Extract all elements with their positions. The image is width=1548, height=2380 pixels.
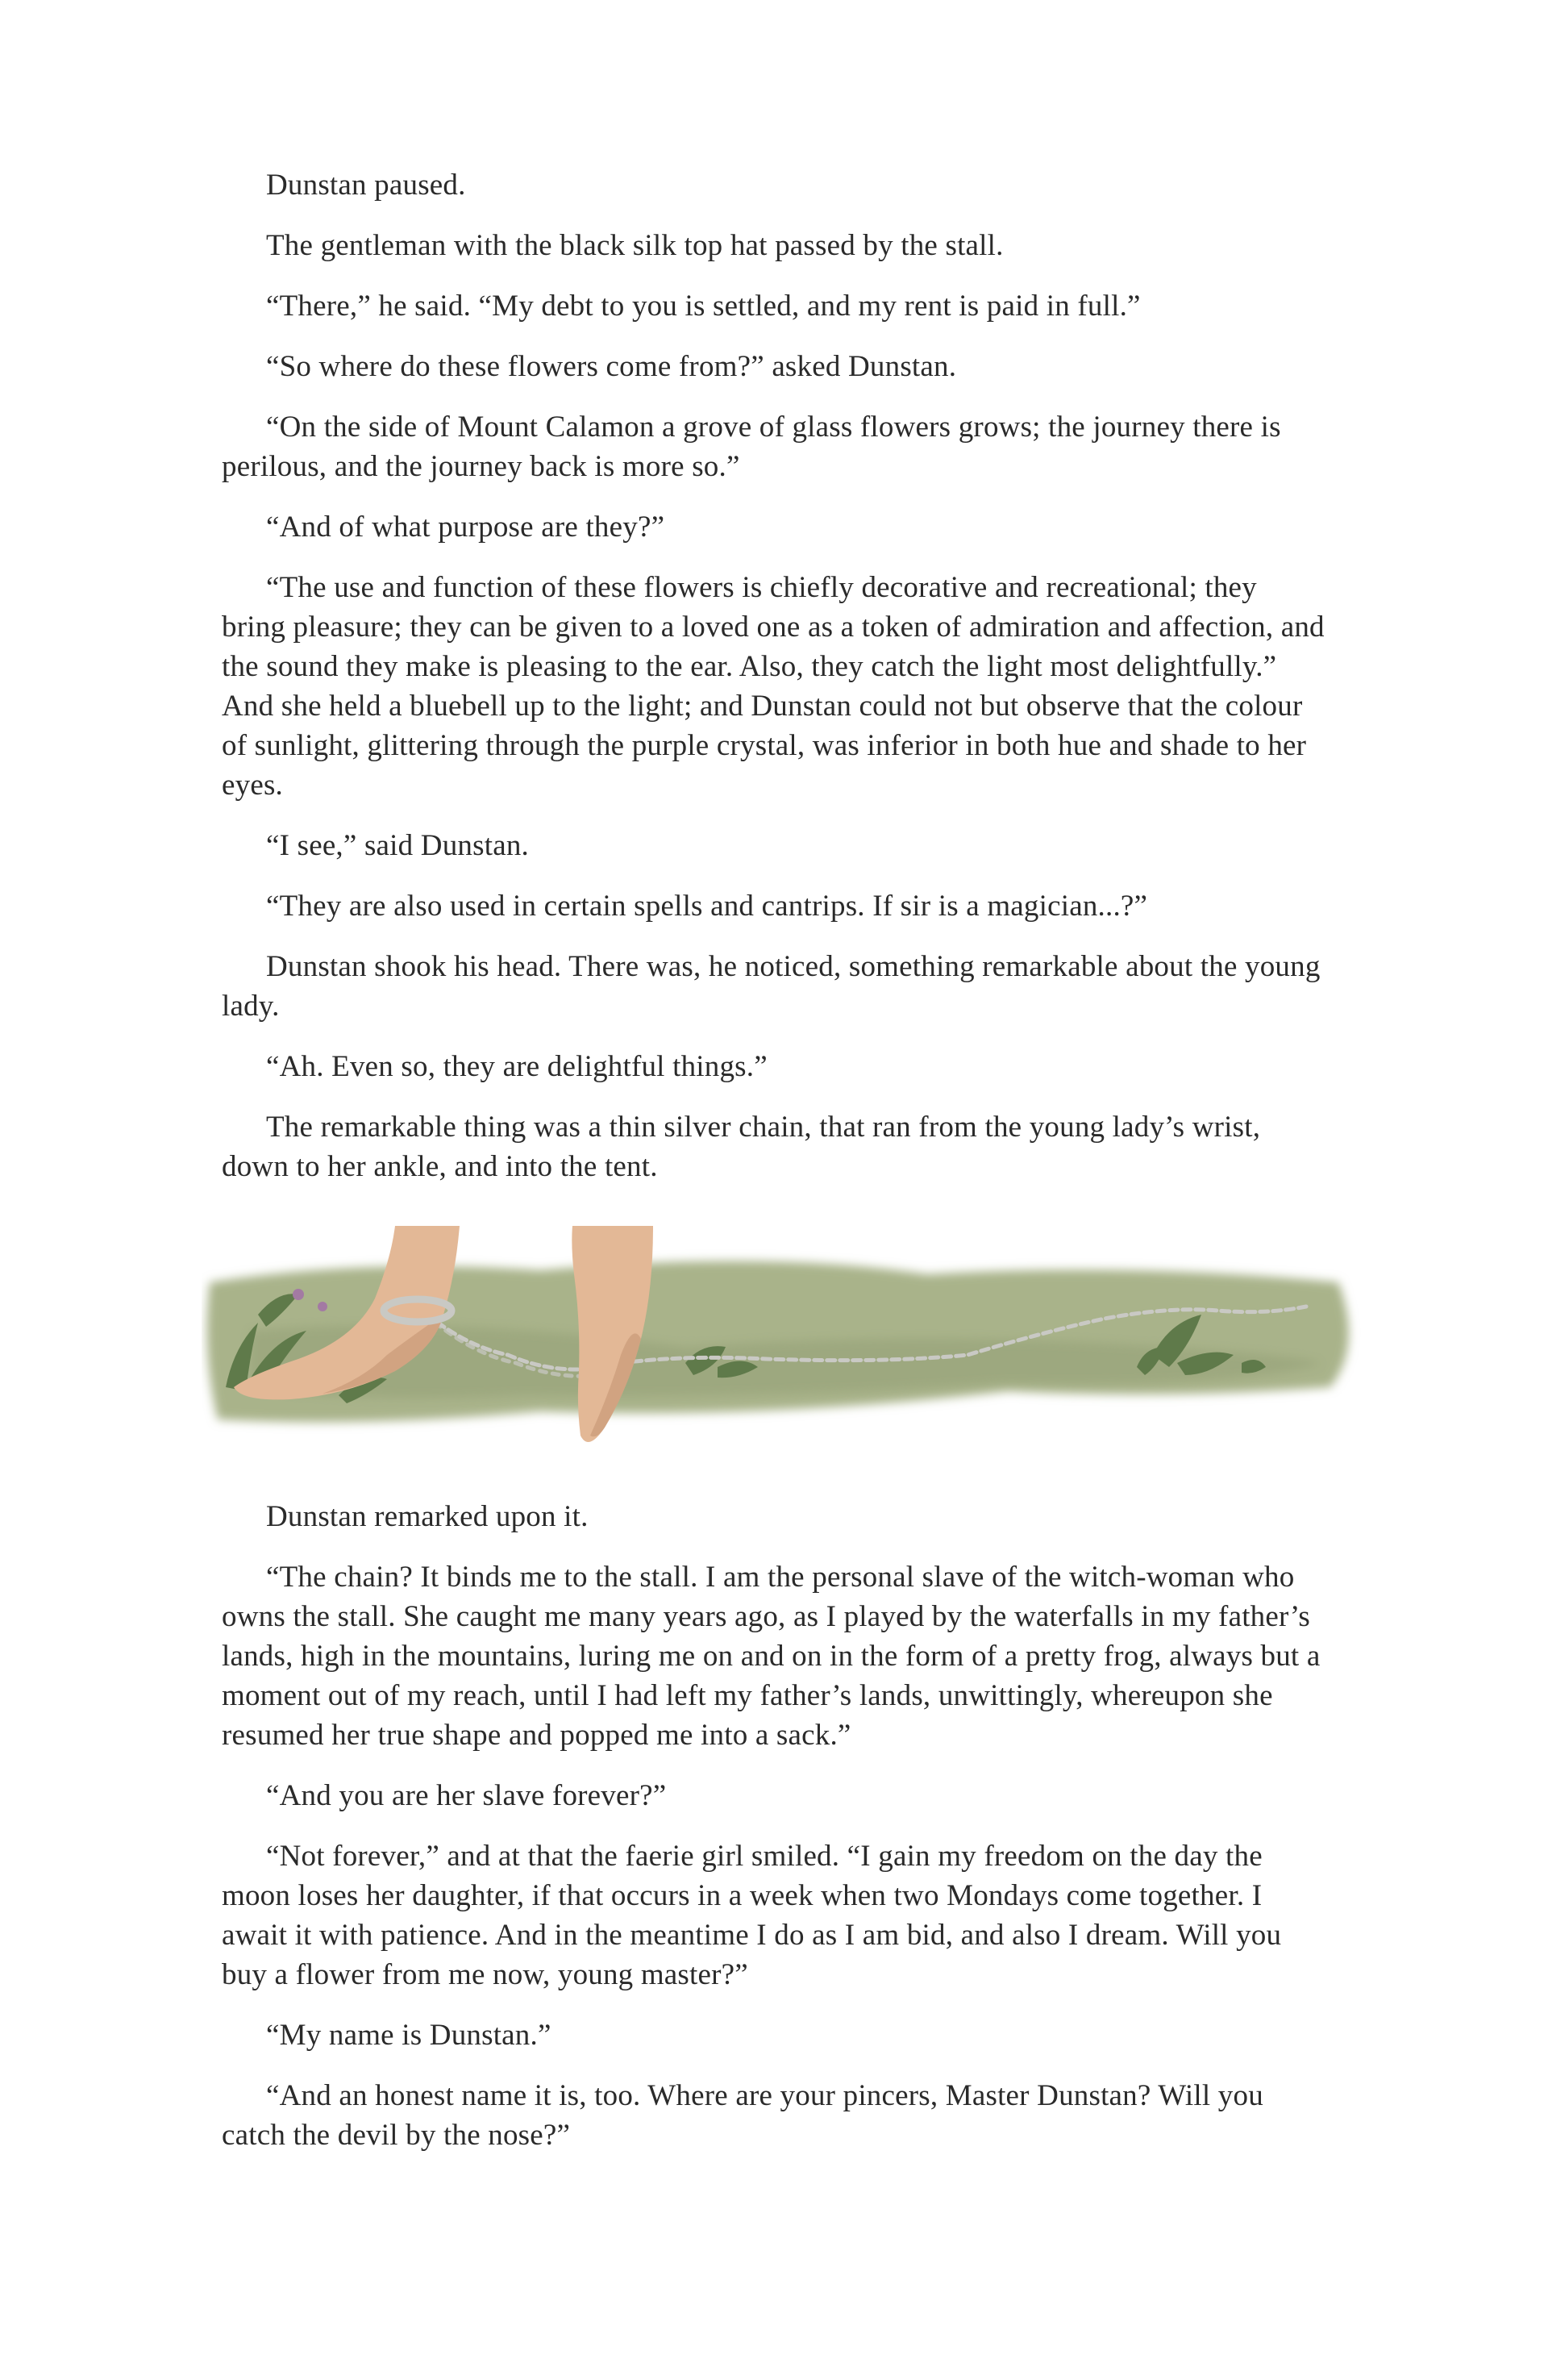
paragraph: “And you are her slave forever?”	[266, 1779, 667, 1812]
paragraph: “Ah. Even so, they are delightful things.”	[266, 1050, 768, 1083]
illustration-svg	[202, 1226, 1363, 1468]
paragraph: “The chain? It binds me to the stall. I am the personal slave of the witch-woman who owns the stall. She caught me many years ago, as I played by the waterfalls in my father’s lands, high in the mountains, luring me on and on in the form of a pretty frog, always but a moment out of my reach, until I had left my father’s lands, unwittingly, whereupon she resumed her true shape and popped me into a sack.”	[222, 1561, 1321, 1752]
paragraph: “The use and function of these flowers is chiefly decorative and recreational; they bring pleasure; they can be given to a loved one as a token of admiration and affection, and the sound they make is pleasing to the ear. Also, they catch the light most delightfully.” And she held a bluebell up to the light; and Dunstan could not but observe that the colour of sunlight, glittering through the purple crystal, was inferior in both hue and shade to her eyes.	[222, 571, 1325, 802]
text-block-top	[222, 165, 1326, 1207]
paragraph: “I see,” said Dunstan.	[266, 829, 529, 862]
chained-ankle-illustration	[202, 1226, 1363, 1468]
paragraph: “So where do these flowers come from?” asked Dunstan.	[266, 350, 957, 383]
paragraph: “Not forever,” and at that the faerie girl smiled. “I gain my freedom on the day the moon loses her daughter, if that occurs in a week when two Mondays come together. I await it with patience. And in the meantime I do as I am bid, and also I dream. Will you buy a flower from me now, young master?”	[222, 1840, 1282, 1991]
paragraph: The remarkable thing was a thin silver chain, that ran from the young lady’s wrist, down to her ankle, and into the tent.	[222, 1111, 1261, 1183]
paragraph: “My name is Dunstan.”	[266, 2019, 551, 2052]
paragraph: The gentleman with the black silk top hat passed by the stall.	[266, 229, 1004, 262]
paragraph: “There,” he said. “My debt to you is settled, and my rent is paid in full.”	[266, 290, 1141, 323]
paragraph: “On the side of Mount Calamon a grove of glass flowers grows; the journey there is perilous, and the journey back is more so.”	[222, 411, 1281, 483]
paragraph: “And of what purpose are they?”	[266, 511, 665, 544]
text-block-bottom	[222, 1497, 1326, 2176]
paragraph: Dunstan paused.	[266, 169, 466, 202]
paragraph: “They are also used in certain spells and cantrips. If sir is a magician...?”	[266, 890, 1148, 923]
paragraph: Dunstan remarked upon it.	[266, 1500, 589, 1533]
paragraph: Dunstan shook his head. There was, he noticed, something remarkable about the young lady.	[222, 950, 1321, 1023]
paragraph: “And an honest name it is, too. Where are your pincers, Master Dunstan? Will you catch the devil by the nose?”	[222, 2079, 1263, 2152]
